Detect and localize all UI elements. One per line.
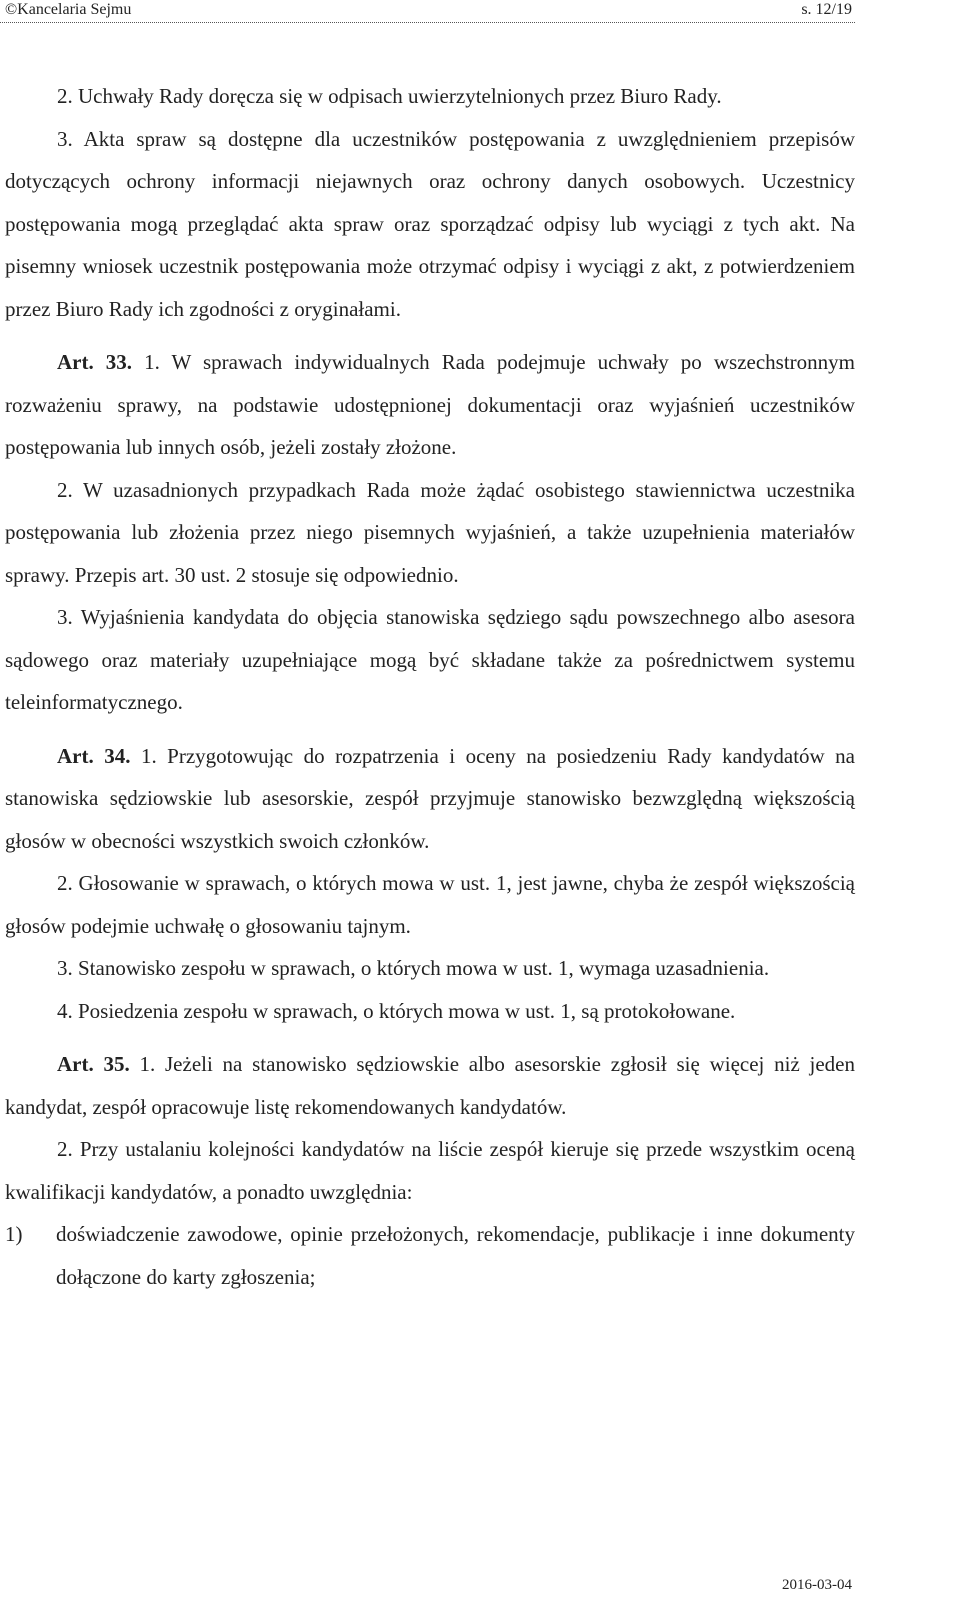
article-34-ust-1: Art. 34. 1. Przygotowując do rozpatrzenia i oceny na posiedzeniu Rady kandydatów na stanowiska sędziowskie lub asesorskie, zespół przyjmuje stanowisko bezwzględną większością głosów w obecności wszystkich swoich członków. xyxy=(5,743,856,853)
header-divider xyxy=(0,22,855,23)
list-item-number: 1) xyxy=(5,1222,23,1246)
article-35-label: Art. 35. xyxy=(57,1052,130,1076)
list-item-text: doświadczenie zawodowe, opinie przełożonych, rekomendacje, publikacje i inne dokumenty dołączone do karty zgłoszenia; xyxy=(56,1222,855,1289)
page-header xyxy=(0,0,960,24)
document-body xyxy=(5,75,855,1298)
article-33-ust-1: Art. 33. 1. W sprawach indywidualnych Rada podejmuje uchwały po wszechstronnym rozważeniu sprawy, na podstawie udostępnionej dokumentacji oraz wyjaśnień uczestników postępowania lub innych osób, jeżeli zostały złożone. xyxy=(5,350,855,459)
paragraph-ust-3: 3. Akta spraw są dostępne dla uczestników postępowania z uwzględnieniem przepisów dotyczących ochrony informacji niejawnych oraz ochrony danych osobowych. Uczestnicy postępowania mogą przeglądać akta spraw oraz sporządzać odpisy lub wyciągi z tych akt. Na pisemny wniosek uczestnik postępowania może otrzymać odpisy i wyciągi z akt, z potwierdzeniem przez Biuro Rady ich zgodności z oryginałami. xyxy=(5,126,855,321)
article-34-label: Art. 34. xyxy=(57,743,131,768)
article-35-ust-2: 2. Przy ustalaniu kolejności kandydatów na liście zespół kieruje się przede wszystkim oceną kwalifikacji kandydatów, a ponadto uwzględnia: xyxy=(5,1137,855,1204)
article-33-label: Art. 33. xyxy=(57,350,133,374)
page-number: s. 12/19 xyxy=(801,1,852,18)
list-item xyxy=(5,1213,855,1298)
footer-date: 2016-03-04 xyxy=(782,1577,852,1593)
copyright-notice: ©Kancelaria Sejmu xyxy=(5,1,132,18)
article-33-ust-3: 3. Wyjaśnienia kandydata do objęcia stanowiska sędziego sądu powszechnego albo asesora sądowego oraz materiały uzupełniające mogą być składane także za pośrednictwem systemu teleinformatycznego. xyxy=(5,605,855,714)
paragraph-ust-2: 2. Uchwały Rady doręcza się w odpisach uwierzytelnionych przez Biuro Rady. xyxy=(57,84,722,108)
article-34-ust-2: 2. Głosowanie w sprawach, o których mowa w ust. 1, jest jawne, chyba że zespół większością głosów podejmie uchwałę o głosowaniu tajnym. xyxy=(5,871,855,938)
article-35-ust-1: Art. 35. 1. Jeżeli na stanowisko sędziowskie albo asesorskie zgłosił się więcej niż jeden kandydat, zespół opracowuje listę rekomendowanych kandydatów. xyxy=(5,1052,856,1119)
article-33-ust-2: 2. W uzasadnionych przypadkach Rada może żądać osobistego stawiennictwa uczestnika postępowania lub złożenia przez niego pisemnych wyjaśnień, a także uzupełnienia materiałów sprawy. Przepis art. 30 ust. 2 stosuje się odpowiednio. xyxy=(5,477,855,587)
article-34-ust-3: 3. Stanowisko zespołu w sprawach, o których mowa w ust. 1, wymaga uzasadnienia. xyxy=(57,956,770,980)
article-34-ust-4: 4. Posiedzenia zespołu w sprawach, o których mowa w ust. 1, są protokołowane. xyxy=(57,998,736,1023)
